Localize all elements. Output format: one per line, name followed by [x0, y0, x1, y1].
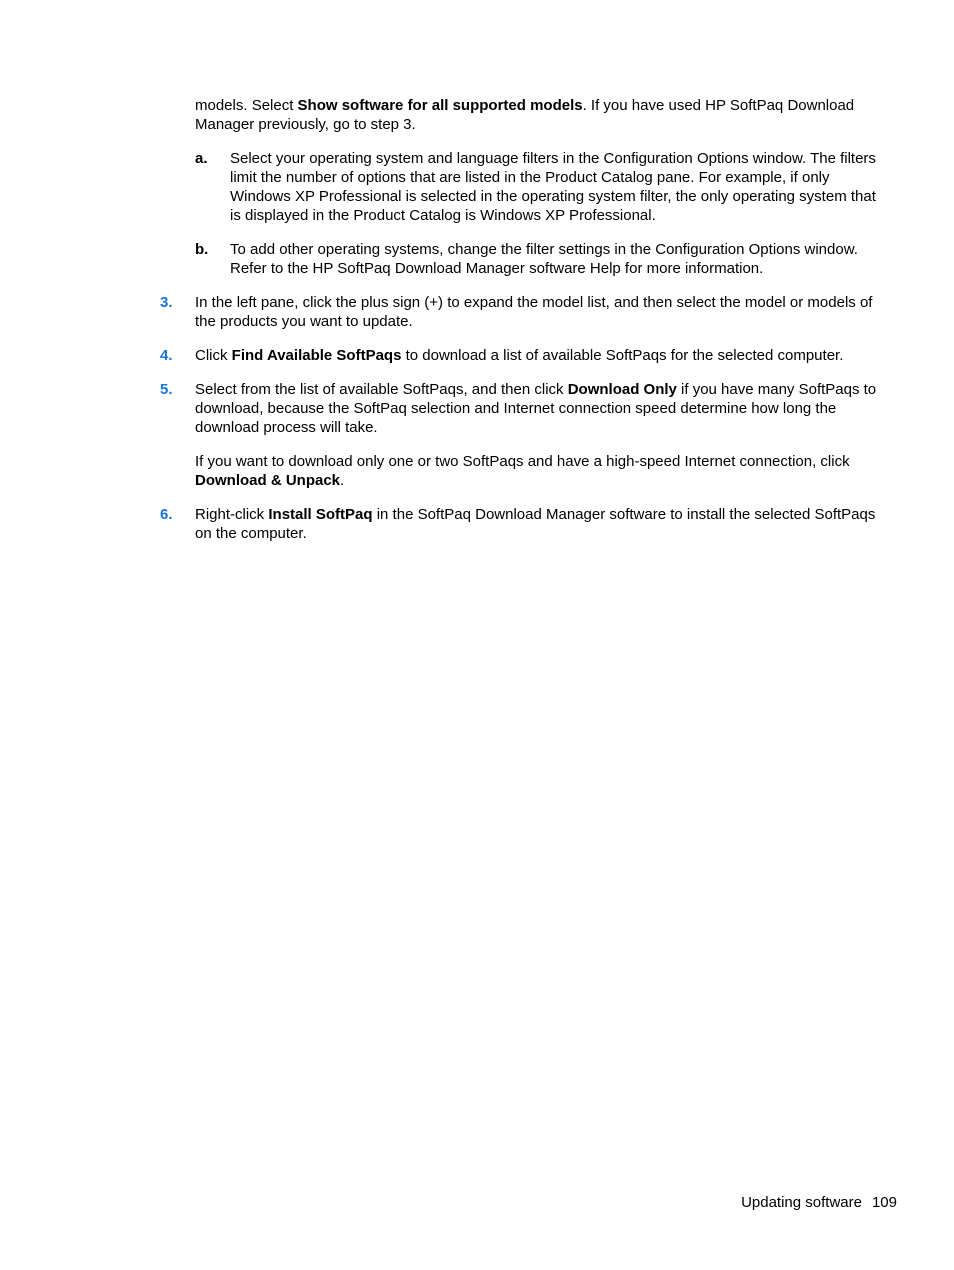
substep-a [195, 149, 885, 225]
step-note: If you want to download only one or two SoftPaqs and have a high-speed Internet connection, click Download & Unpack. [195, 453, 850, 489]
step-text: Select from the list of available SoftPaqs, and then click Download Only if you have many SoftPaqs to download, because the SoftPaq selection and Internet connection speed determine how long the download process will take. [195, 381, 877, 436]
step-emphasis: Download & Unpack [195, 472, 341, 489]
step-3 [160, 293, 885, 331]
step-emphasis: Install SoftPaq [268, 506, 373, 523]
substep-label: b. [195, 241, 209, 258]
step-text: In the left pane, click the plus sign (+) to expand the model list, and then select the model or models of the products you want to update. [195, 294, 873, 330]
footer-section-title: Updating software [741, 1194, 862, 1211]
step-5 [160, 380, 885, 490]
step-number: 5. [160, 381, 173, 398]
step-number: 4. [160, 347, 173, 364]
step-4 [160, 346, 885, 365]
document-body [160, 96, 885, 558]
intro-emphasis: Show software for all supported models [297, 97, 583, 114]
step-number: 3. [160, 294, 173, 311]
substep-text: Select your operating system and language filters in the Configuration Options window. The filters limit the number of options that are listed in the Product Catalog pane. For example, if only Windows XP Professional is selected in the operating system filter, the only operating system that is displayed in the Product Catalog is Windows XP Professional. [230, 150, 876, 224]
intro-paragraph: models. Select Show software for all supported models. If you have used HP SoftPaq Download Manager previously, go to step 3. [195, 97, 855, 133]
page-number: 109 [871, 1194, 897, 1211]
step-text: Right-click Install SoftPaq in the SoftPaq Download Manager software to install the selected SoftPaqs on the computer. [195, 506, 876, 542]
step-text: Click Find Available SoftPaqs to download a list of available SoftPaqs for the selected computer. [195, 347, 844, 364]
step-6 [160, 505, 885, 543]
substep-text: To add other operating systems, change the filter settings in the Configuration Options window. Refer to the HP SoftPaq Download Manager software Help for more information. [230, 241, 858, 277]
substep-label: a. [195, 150, 208, 167]
step-number: 6. [160, 506, 173, 523]
page-footer [741, 1193, 897, 1212]
step-emphasis: Download Only [567, 381, 677, 398]
step-emphasis: Find Available SoftPaqs [231, 347, 402, 364]
substep-b [195, 240, 885, 278]
